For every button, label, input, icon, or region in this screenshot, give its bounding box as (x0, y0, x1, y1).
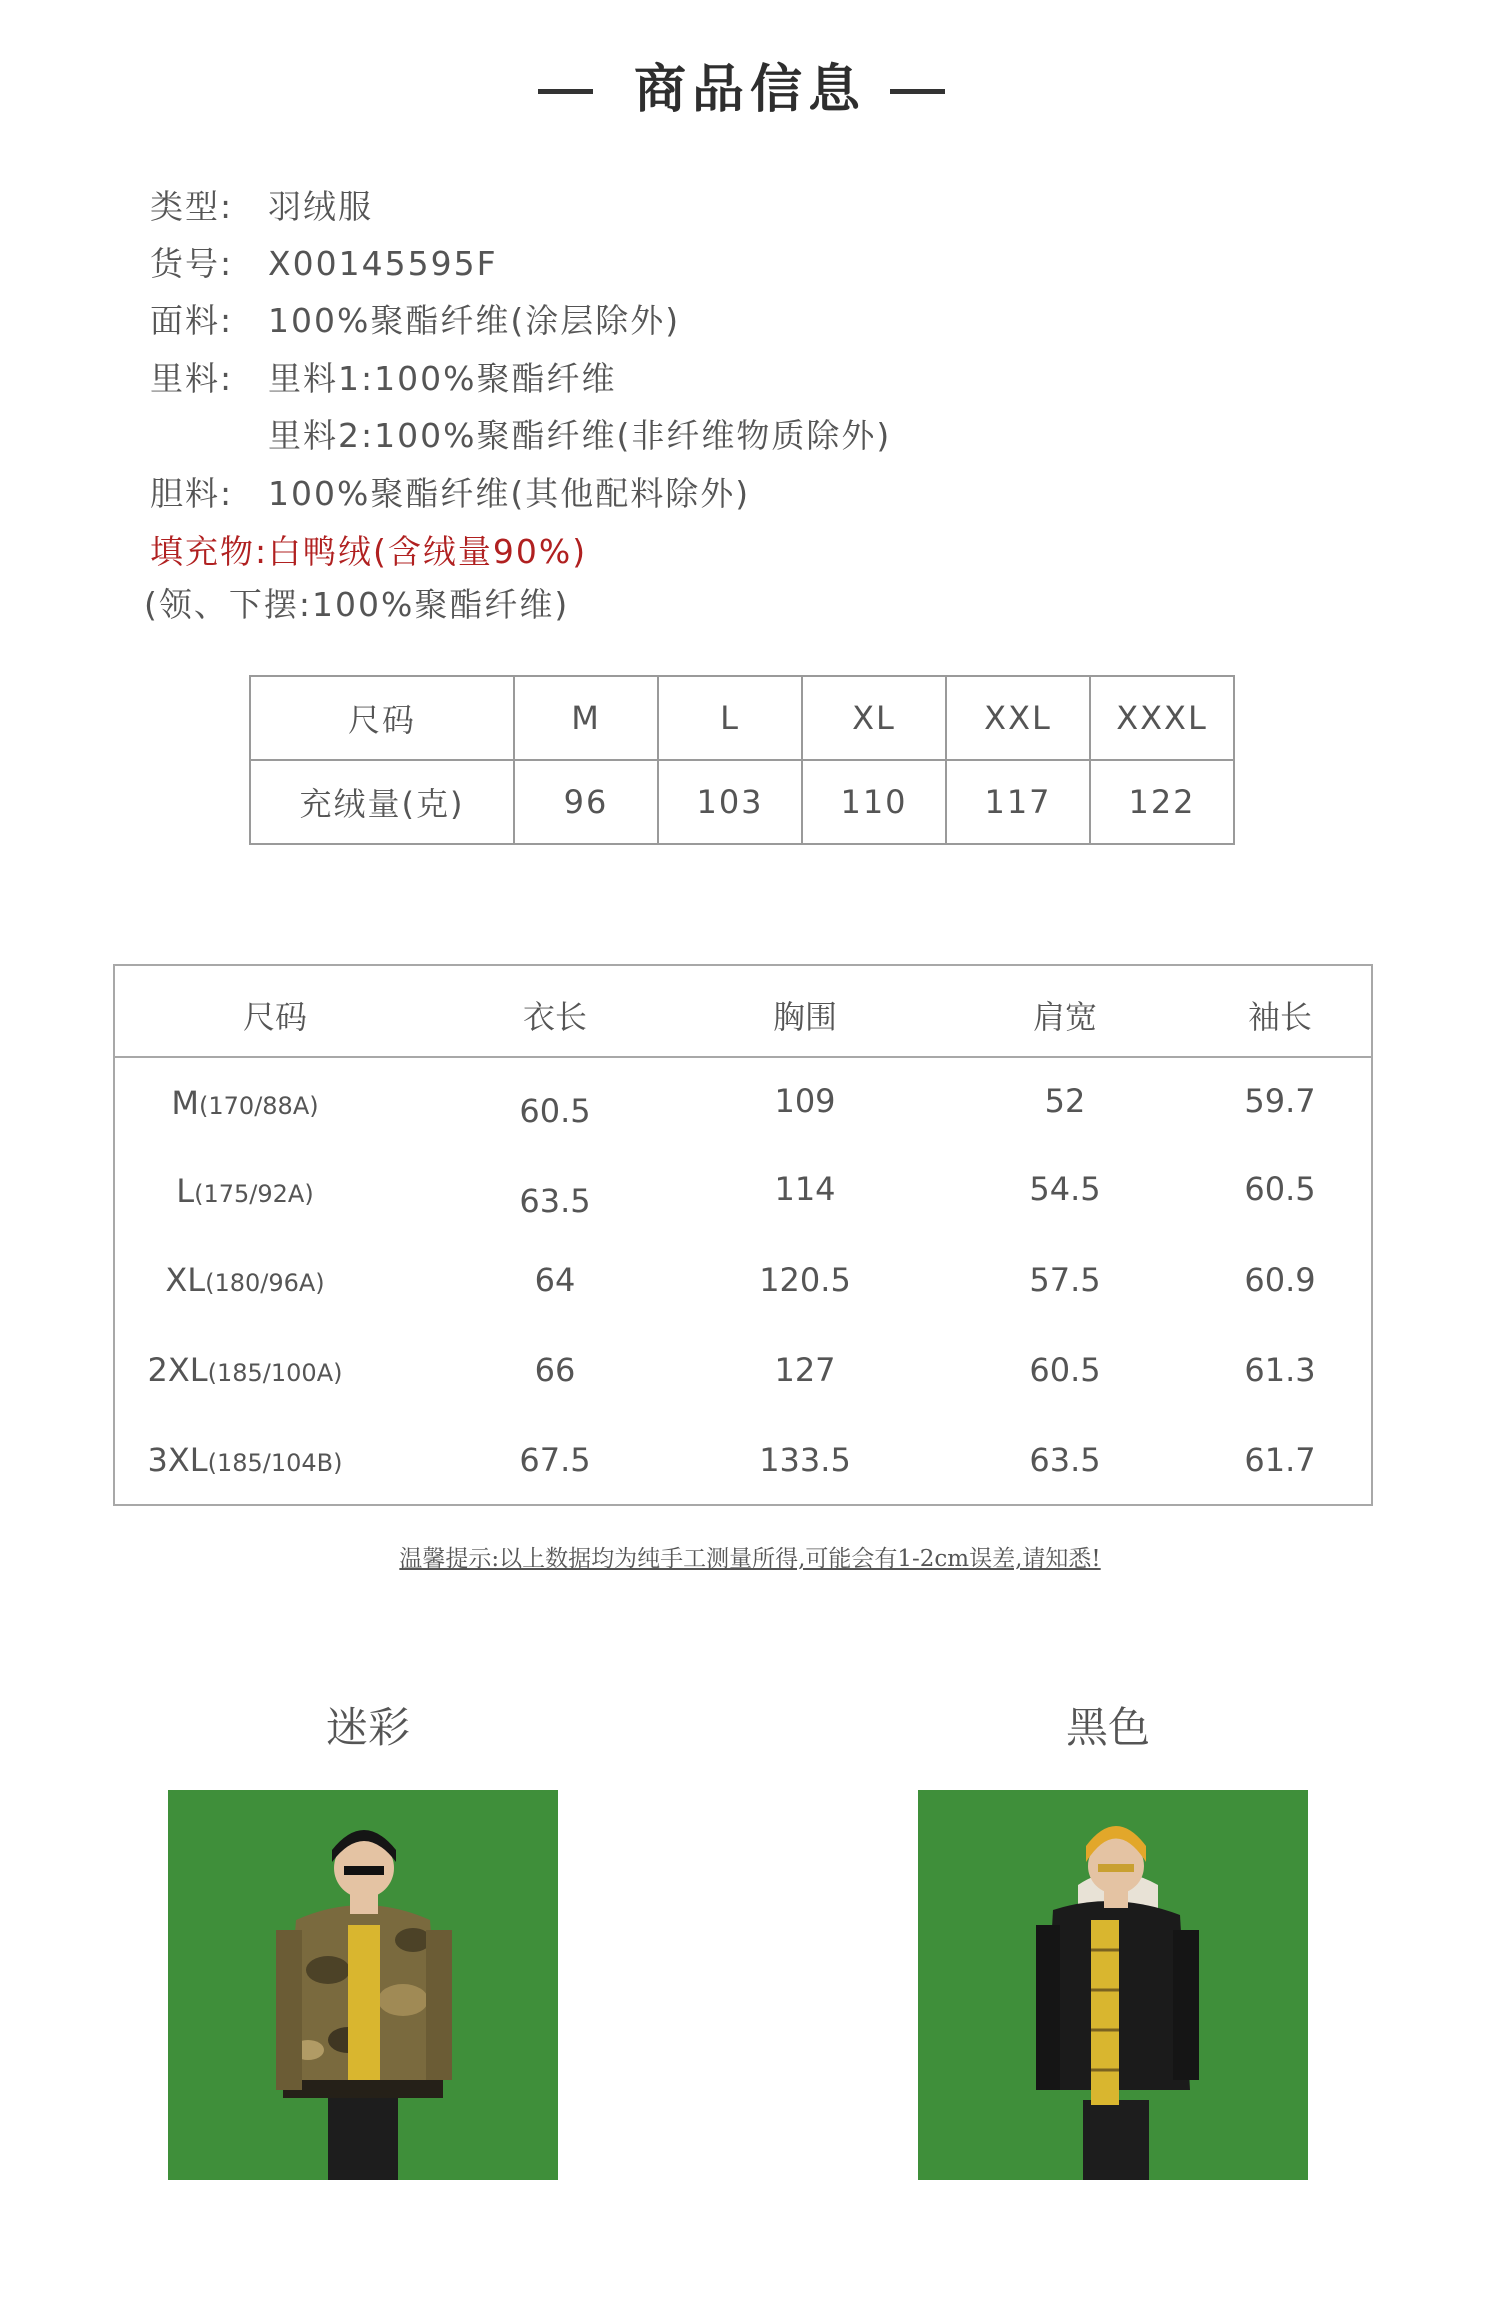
color-label-black: 黑色 (1065, 1703, 1150, 1752)
table-cell-length: 60.5 (519, 1092, 591, 1130)
size-chart-col-length: 衣长 (522, 998, 587, 1036)
black-jacket-illustration (918, 1790, 1308, 2180)
fill-table-header-size: 尺码 (250, 676, 514, 760)
product-photo-camo (168, 1790, 558, 2180)
bladder-value: 100%聚酯纤维(其他配料除外) (268, 474, 751, 513)
size-chart-col-shoulder: 肩宽 (1032, 998, 1097, 1036)
fabric-label: 面料: (150, 301, 234, 340)
product-photo-black (918, 1790, 1308, 2180)
fill-table-weight: 117 (946, 760, 1090, 844)
size-chart-col-sleeve: 袖长 (1247, 998, 1312, 1036)
type-label: 类型: (150, 187, 234, 226)
size-chart-col-chest: 胸围 (772, 998, 837, 1036)
table-row-size: 2XL(185/100A) (147, 1351, 343, 1389)
table-cell-length: 64 (534, 1261, 576, 1299)
size-chart-table (113, 964, 1373, 1506)
fill-table-weight: 96 (514, 760, 658, 844)
measurement-note-text: 温馨提示:以上数据均为纯手工测量所得,可能会有1-2cm误差,请知悉! (399, 1546, 1101, 1572)
table-cell-length: 66 (534, 1351, 576, 1389)
section-title: 商品信息 (633, 60, 866, 120)
info-row-filling (150, 530, 587, 574)
table-cell-shoulder: 57.5 (1029, 1261, 1101, 1299)
table-row-size: 3XL(185/104B) (147, 1441, 343, 1479)
info-row-fabric (150, 299, 680, 343)
fill-table-size: XXXL (1090, 676, 1234, 760)
fill-table-weight-row (250, 760, 1234, 844)
table-cell-sleeve: 60.9 (1244, 1261, 1316, 1299)
info-row-sku (150, 242, 498, 286)
lining2-value: 里料2:100%聚酯纤维(非纤维物质除外) (268, 416, 892, 455)
fill-table-weight: 103 (658, 760, 802, 844)
table-cell-shoulder: 63.5 (1029, 1441, 1101, 1479)
sku-value: X00145595F (268, 244, 498, 283)
size-chart-col-size: 尺码 (242, 998, 307, 1036)
table-cell-sleeve: 60.5 (1244, 1170, 1316, 1208)
info-row-collar (144, 583, 569, 627)
size-chart-header (115, 966, 1371, 1058)
fill-table-size: M (514, 676, 658, 760)
filling-value: 白鸭绒(含绒量90%) (268, 532, 588, 571)
fill-table-weight: 122 (1090, 760, 1234, 844)
table-cell-sleeve: 59.7 (1244, 1082, 1316, 1120)
fill-table-size: XL (802, 676, 946, 760)
bladder-label: 胆料: (150, 474, 234, 513)
section-header (0, 55, 1500, 125)
fill-table-weight: 110 (802, 760, 946, 844)
table-cell-chest: 127 (774, 1351, 836, 1389)
table-cell-length: 63.5 (519, 1182, 591, 1220)
table-cell-length: 67.5 (519, 1441, 591, 1479)
sku-label: 货号: (150, 244, 234, 283)
lining-label: 里料: (150, 359, 234, 398)
info-row-type (150, 185, 373, 229)
table-cell-chest: 120.5 (759, 1261, 851, 1299)
table-row-size: L(175/92A) (176, 1172, 314, 1210)
filling-label: 填充物: (150, 532, 269, 571)
table-cell-chest: 133.5 (759, 1441, 851, 1479)
table-cell-shoulder: 54.5 (1029, 1170, 1101, 1208)
collar-note: (领、下摆:100%聚酯纤维) (144, 585, 570, 624)
lining1-value: 里料1:100%聚酯纤维 (268, 359, 617, 398)
fill-table-size: L (658, 676, 802, 760)
info-row-bladder (150, 472, 750, 516)
camo-jacket-illustration (168, 1790, 558, 2180)
type-value: 羽绒服 (268, 187, 373, 226)
fill-table-size-row (250, 676, 1234, 760)
table-cell-sleeve: 61.7 (1244, 1441, 1316, 1479)
fill-weight-table (249, 675, 1235, 845)
table-row-size: M(170/88A) (171, 1084, 319, 1122)
fill-table-size: XXL (946, 676, 1090, 760)
measurement-note (0, 1540, 1500, 1573)
color-label-camo: 迷彩 (325, 1703, 410, 1752)
table-row-size: XL(180/96A) (165, 1261, 325, 1299)
table-cell-chest: 109 (774, 1082, 836, 1120)
fabric-value: 100%聚酯纤维(涂层除外) (268, 301, 681, 340)
table-cell-shoulder: 60.5 (1029, 1351, 1101, 1389)
title-dash-right (890, 89, 945, 94)
table-cell-chest: 114 (774, 1170, 836, 1208)
table-cell-sleeve: 61.3 (1244, 1351, 1316, 1389)
table-cell-shoulder: 52 (1044, 1082, 1086, 1120)
fill-table-header-weight: 充绒量(克) (250, 760, 514, 844)
info-row-lining (150, 357, 616, 401)
